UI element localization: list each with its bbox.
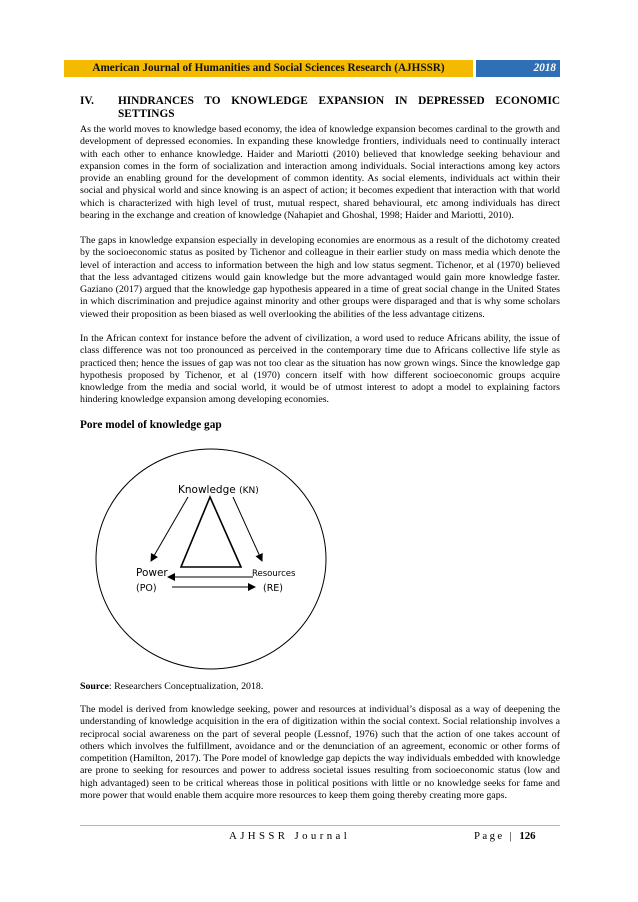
journal-header [64,60,560,77]
section-number: IV. [80,95,94,107]
footer-journal: AJHSSR Journal [229,830,351,842]
page-number: 126 [519,830,536,842]
section-title-line1: HINDRANCES TO KNOWLEDGE EXPANSION IN DEPRESSED ECONOMIC [118,95,560,107]
footer-page [474,830,536,842]
resources-label: Resources [252,569,296,579]
inner-triangle [181,497,241,567]
paragraph-2: The gaps in knowledge expansion especially in developing economies are enormous as a result of the dichotomy created by the socioeconomic status as posited by Tichenor and colleague in their earlier study on mass media which denote the level of interaction and access to information between the high and low status segment. Tichenor, et al (1970) believed that the less advantaged citizens would gain knowledge but the more advantaged would gain more knowledge faster. Gaziano (2017) argued that the knowledge gap hypothesis appeared in a time of great social change in the United States in which discrimination and prejudice against minority and other groups were disparaged and that is why some scholars viewed their proposition as been biased as well overlooking the abilities of the less advantage citizens. [80,235,560,320]
arrow-kn-to-po [151,497,188,561]
power-abbr: (PO) [136,583,157,594]
source-label: Source [80,681,109,692]
pore-model-figure [95,444,455,674]
arrow-kn-to-re [233,497,262,561]
section-title-line2: SETTINGS [118,108,175,120]
journal-title: American Journal of Humanities and Social Sciences Research (AJHSSR) [64,60,473,77]
paragraph-1: As the world moves to knowledge based economy, the idea of knowledge expansion becomes cardinal to the growth and development of depressed economies. In expanding these knowledge frontiers, individuals need to continually interact with each other to enhance knowledge. Haider and Mariotti (2010) believed that knowledge seeking behaviour and expansion comes in the form of socialization and interaction among individuals. Social interactions among key actors provide an enabling ground for the development of common identity. As social elements, individuals act within their social and physical world and since knowing is an aspect of action; it becomes expedient that interaction with that world which is characterized with high level of trust, mutual respect, shared behavioural, etc among individuals has direct bearing in the exchange and creation of knowledge (Nahapiet and Ghoshal, 1998; Haider and Mariotti, 2010). [80,124,560,222]
paragraph-4: The model is derived from knowledge seeking, power and resources at individual’s disposal as a way of deepening the understanding of knowledge acquisition in the era of digitization within the social context. Social relationship involves a reciprocal social awareness on the part of several people (Lessnof, 1976) such that the action of one takes account of others which involves the fulfillment, avoidance and or the denunciation of an agreement, economic or other forms of competition (Hamilton, 2017). The Pore model of knowledge gap depicts the way individuals embedded with knowledge are prone to seeking for resources and power to address societal issues resulting from socioeconomic status (low and high advantaged) seen to be critical whereas those in political positions with little or no knowledge seeks for fame and more power that would enable them acquire more resources to keep them going thereby creating more gaps. [80,704,560,802]
source-text: : Researchers Conceptualization, 2018. [108,681,264,692]
figure-source [80,681,263,692]
knowledge-label: Knowledge (KN) [178,484,259,496]
footer-divider [80,825,560,826]
resources-abbr: (RE) [263,583,284,594]
outer-circle [96,449,326,669]
subheading: Pore model of knowledge gap [80,419,222,431]
pore-model-diagram [95,444,455,674]
journal-year: 2018 [476,60,560,77]
paragraph-3: In the African context for instance before the advent of civilization, a word used to reduce Africans ability, the issue of class difference was not too pronounced as perceived in the contemporary time due to Africans collective life style as practiced then; hence the issues of gap was not too clear as the situation has now grown wings. Since the knowledge gap hypothesis proposed by Tichenor, et al (1970) concern itself with how different socioeconomic groups acquire knowledge from the media and social world, it would be of utmost interest to adopt a model to explaining factors hindering knowledge expansion among developing economies. [80,333,560,406]
power-label: Power [136,567,168,579]
page-label: Page | [474,830,515,842]
